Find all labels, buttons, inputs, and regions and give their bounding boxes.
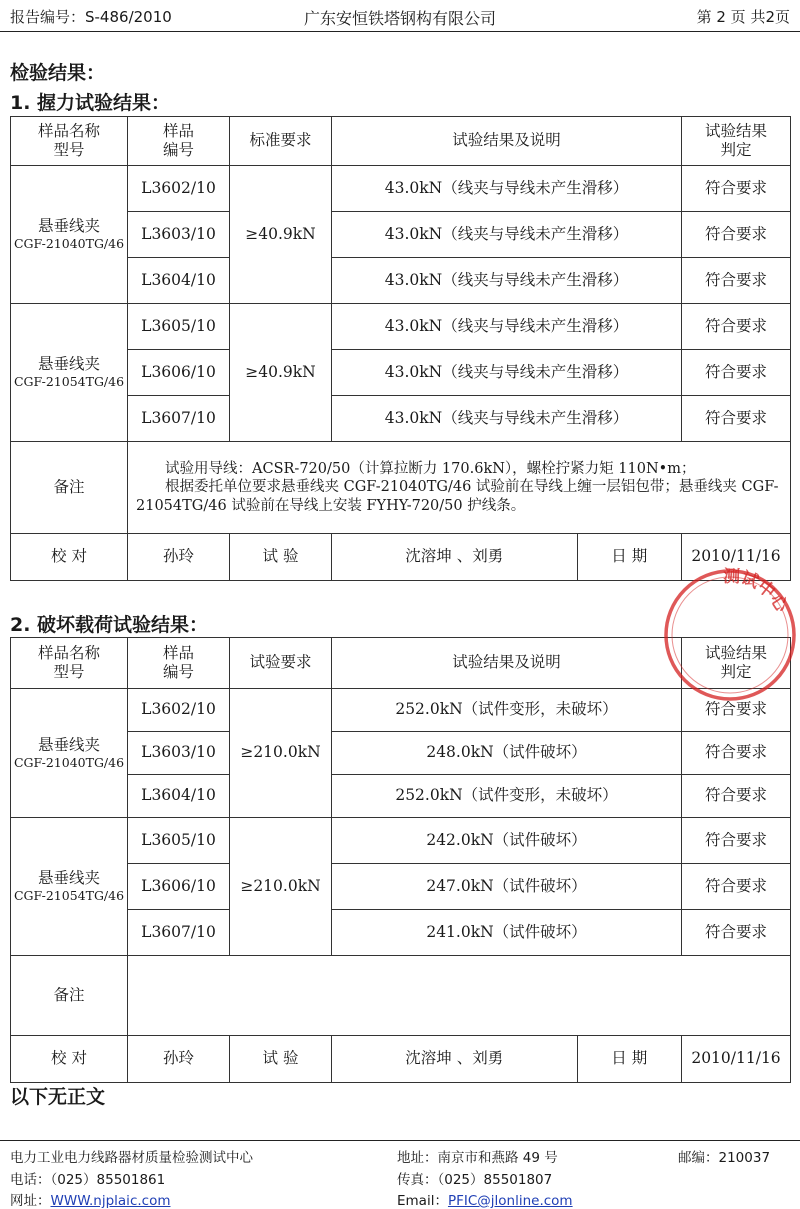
tester-names: 沈溶坤 、刘勇: [332, 534, 577, 580]
note-line: 根据委托单位要求悬垂线夹 CGF-21040TG/46 试验前在导线上缠一层铝包带；悬垂线夹 CGF-21054TG/46 试验前在导线上安装 FYHY-720/50 护线条。: [136, 479, 779, 514]
col-header-no: [128, 638, 230, 689]
tester-label: 试 验: [230, 534, 332, 581]
notes-content: [128, 956, 791, 1036]
date-label: 日 期: [611, 1049, 648, 1068]
result: 43.0kN（线夹与导线未产生滑移）: [332, 166, 682, 212]
table-row: [11, 732, 791, 775]
table-header-row: [11, 638, 791, 689]
verdict: 符合要求: [682, 910, 791, 956]
header-text: 标准要求: [249, 131, 312, 150]
result: 43.0kN（线夹与导线未产生滑移）: [332, 258, 682, 304]
footer-postcode: 邮编：210037: [678, 1150, 771, 1166]
col-header-name: [11, 638, 128, 689]
col-header-name: [11, 117, 128, 166]
verdict: 符合要求: [682, 732, 791, 775]
result: 252.0kN（试件变形，未破坏）: [332, 775, 682, 818]
tester-date-cell: [332, 1036, 682, 1083]
table-row: [11, 166, 791, 212]
header-text: 试验要求: [249, 653, 312, 672]
notes-row: [11, 442, 791, 534]
result: 43.0kN（线夹与导线未产生滑移）: [332, 304, 682, 350]
result: 247.0kN（试件破坏）: [332, 864, 682, 910]
sample-no: L3604/10: [128, 258, 230, 304]
sample-no: L3606/10: [128, 350, 230, 396]
footer-email: [397, 1189, 573, 1209]
grip-test-table: [10, 116, 791, 581]
header-text: 试验结果 判定: [704, 121, 767, 159]
page-indicator: 第 2 页 共2页: [696, 8, 790, 26]
table-row: [11, 864, 791, 910]
checker-label: 校 对: [11, 1036, 128, 1083]
requirement: ≥210.0kN: [230, 689, 332, 818]
tester-date-cell: [332, 534, 682, 581]
website-link[interactable]: WWW.njplaic.com: [50, 1193, 171, 1209]
sample-no: L3602/10: [128, 689, 230, 732]
footer-org: 电力工业电力线路器材质量检验测试中心: [10, 1150, 253, 1166]
notes-label: 备注: [11, 956, 128, 1036]
verdict: 符合要求: [682, 775, 791, 818]
checker-name: 孙玲: [128, 1036, 230, 1083]
verdict: 符合要求: [682, 350, 791, 396]
note-line: 试验用导线：ACSR-720/50（计算拉断力 170.6kN），螺栓拧紧力矩 110N•m；: [165, 461, 696, 478]
header-text: 试验结果及说明: [452, 653, 561, 672]
section-title: 检验结果：: [10, 62, 106, 84]
requirement: ≥40.9kN: [230, 166, 332, 304]
sample-name: 悬垂线夹: [37, 869, 100, 887]
verdict: 符合要求: [682, 689, 791, 732]
date-value: 2010/11/16: [682, 1036, 791, 1083]
sample-model: CGF-21040TG/46: [13, 754, 125, 770]
email-label: Email：: [397, 1193, 448, 1209]
sample-name-cell: [11, 166, 128, 304]
col-header-verdict: [682, 638, 791, 689]
col-header-req: [230, 117, 332, 166]
report-number: 报告编号：S-486/2010: [10, 8, 172, 26]
sample-no: L3606/10: [128, 864, 230, 910]
sample-name: 悬垂线夹: [37, 217, 100, 235]
table-header-row: [11, 117, 791, 166]
table-row: [11, 775, 791, 818]
footer-divider: [0, 1140, 800, 1141]
tester-label: 试 验: [230, 1036, 332, 1083]
tester-date-subtable: [332, 534, 681, 580]
col-header-result: [332, 638, 682, 689]
table-row: [11, 350, 791, 396]
checker-label: 校 对: [11, 534, 128, 581]
sample-no: L3605/10: [128, 304, 230, 350]
web-label: 网址：: [10, 1193, 51, 1209]
sample-model: CGF-21054TG/46: [13, 374, 125, 390]
header-text: 试验结果及说明: [452, 131, 561, 150]
verdict: 符合要求: [682, 396, 791, 442]
col-header-verdict: [682, 117, 791, 166]
sample-name: 悬垂线夹: [37, 355, 100, 373]
sample-no: L3603/10: [128, 732, 230, 775]
verdict: 符合要求: [682, 212, 791, 258]
seal-text: 测试中心: [722, 566, 792, 616]
table-row: [11, 910, 791, 956]
sample-no: L3607/10: [128, 396, 230, 442]
sample-name: 悬垂线夹: [37, 735, 100, 754]
destructive-test-table: [10, 637, 791, 1083]
header-text: 样品 编号: [162, 643, 194, 681]
checker-name: 孙玲: [128, 534, 230, 581]
table-row: [11, 689, 791, 732]
header-text: 样品名称 型号: [37, 643, 100, 681]
date-label: 日 期: [611, 547, 648, 566]
result: 242.0kN（试件破坏）: [332, 818, 682, 864]
col-header-req: [230, 638, 332, 689]
table-row: [11, 258, 791, 304]
verdict: 符合要求: [682, 864, 791, 910]
result: 241.0kN（试件破坏）: [332, 910, 682, 956]
footer-address: 地址：南京市和燕路 49 号: [397, 1150, 558, 1166]
company-name: 广东安恒铁塔钢构有限公司: [303, 9, 496, 28]
verdict: 符合要求: [682, 304, 791, 350]
verdict: 符合要求: [682, 818, 791, 864]
sample-name-cell: [11, 689, 128, 818]
result: 43.0kN（线夹与导线未产生滑移）: [332, 350, 682, 396]
result: 43.0kN（线夹与导线未产生滑移）: [332, 396, 682, 442]
notes-label: 备注: [11, 442, 128, 534]
footer-fax: 传真：（025）85501807: [397, 1172, 553, 1188]
page-header: [0, 0, 800, 32]
sample-model: CGF-21040TG/46: [13, 236, 125, 252]
sample-name-cell: [11, 304, 128, 442]
requirement: ≥210.0kN: [230, 818, 332, 956]
sample-model: CGF-21054TG/46: [13, 888, 125, 904]
date-value: 2010/11/16: [682, 534, 791, 581]
tester-date-subtable: [332, 1036, 681, 1082]
destructive-heading: 2. 破坏载荷试验结果：: [10, 614, 209, 636]
table-row: [11, 396, 791, 442]
signature-row: [11, 1036, 791, 1083]
table-row: [11, 304, 791, 350]
grip-heading: 1. 握力试验结果：: [10, 92, 171, 114]
email-link[interactable]: PFIC@jlonline.com: [447, 1193, 573, 1209]
notes-content: [128, 442, 791, 534]
tester-names: 沈溶坤 、刘勇: [332, 1036, 577, 1082]
col-header-result: [332, 117, 682, 166]
header-text: 样品 编号: [162, 121, 194, 159]
header-text: 样品名称 型号: [37, 121, 100, 159]
header-text: 试验结果 判定: [704, 643, 767, 681]
requirement: ≥40.9kN: [230, 304, 332, 442]
sample-no: L3607/10: [128, 910, 230, 956]
table-row: [11, 818, 791, 864]
result: 248.0kN（试件破坏）: [332, 732, 682, 775]
sample-no: L3603/10: [128, 212, 230, 258]
sample-no: L3604/10: [128, 775, 230, 818]
end-of-text: 以下无正文: [10, 1086, 106, 1108]
verdict: 符合要求: [682, 258, 791, 304]
result: 252.0kN（试件变形，未破坏）: [332, 689, 682, 732]
sample-no: L3605/10: [128, 818, 230, 864]
footer-tel: 电话：（025）85501861: [10, 1172, 166, 1188]
verdict: 符合要求: [682, 166, 791, 212]
col-header-no: [128, 117, 230, 166]
sample-name-cell: [11, 818, 128, 956]
notes-row: [11, 956, 791, 1036]
result: 43.0kN（线夹与导线未产生滑移）: [332, 212, 682, 258]
table-row: [11, 212, 791, 258]
signature-row: [11, 534, 791, 581]
footer-website: [10, 1189, 170, 1209]
sample-no: L3602/10: [128, 166, 230, 212]
